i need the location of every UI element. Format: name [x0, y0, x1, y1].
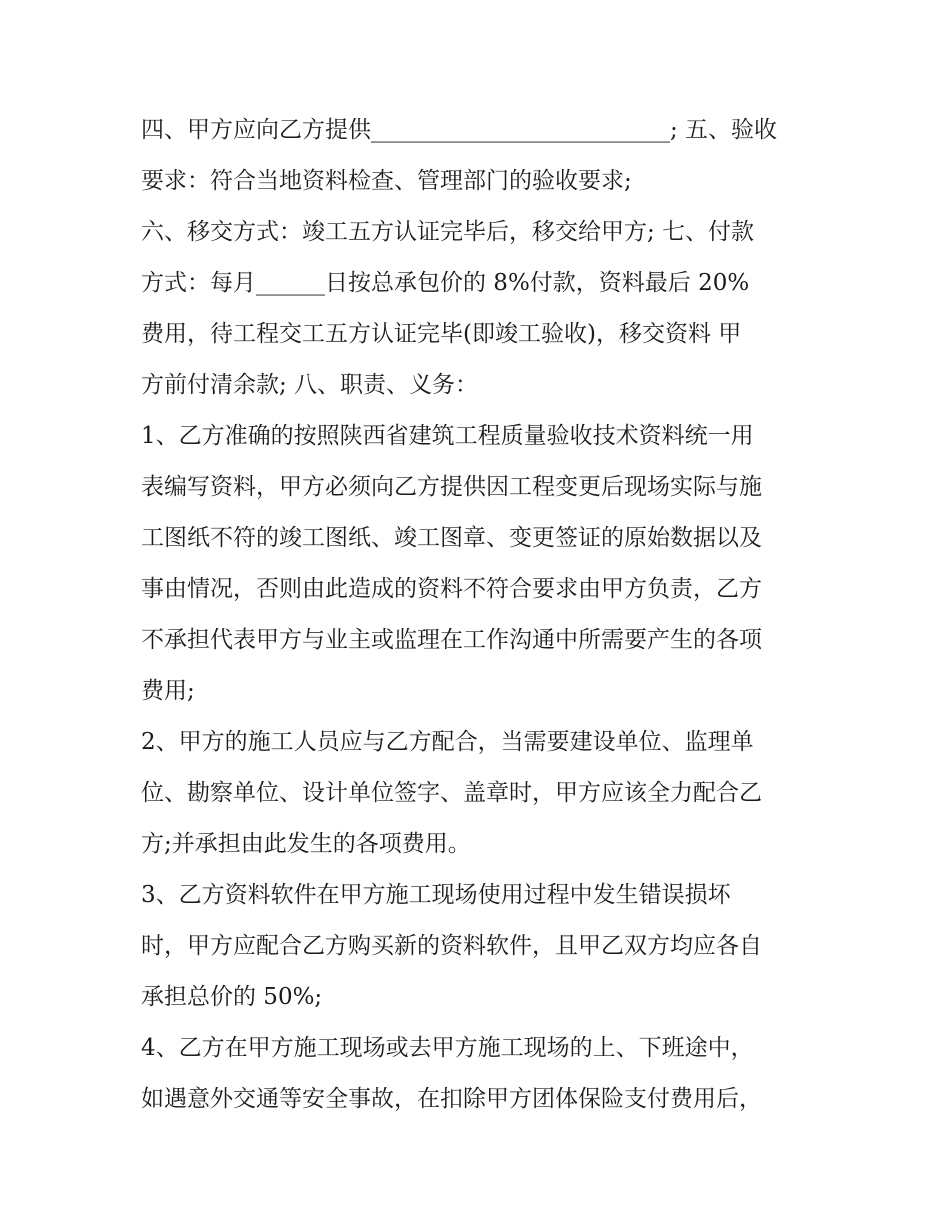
text-line: 方式：每月______日按总承包价的 8%付款，资料最后 20%	[141, 270, 750, 296]
text-line: 承担总价的 50%;	[141, 984, 323, 1010]
text-line: 方;并承担由此发生的各项费用。	[141, 831, 471, 857]
text-line: 要求：符合当地资料检查、管理部门的验收要求;	[141, 168, 632, 194]
text-line: 如遇意外交通等安全事故，在扣除甲方团体保险支付费用后，	[141, 1086, 762, 1112]
text-line: 1、乙方准确的按照陕西省建筑工程质量验收技术资料统一用	[141, 423, 754, 449]
text-line: 工图纸不符的竣工图纸、竣工图章、变更签证的原始数据以及	[141, 525, 762, 551]
text-line: 位、勘察单位、设计单位签字、盖章时，甲方应该全力配合乙	[141, 780, 762, 806]
text-line: 事由情况，否则由此造成的资料不符合要求由甲方负责，乙方	[141, 576, 762, 602]
text-line: 表编写资料，甲方必须向乙方提供因工程变更后现场实际与施	[141, 474, 762, 500]
text-line: 费用;	[141, 678, 195, 704]
text-line: 不承担代表甲方与业主或监理在工作沟通中所需要产生的各项	[141, 627, 762, 653]
text-line: 4、乙方在甲方施工现场或去甲方施工现场的上、下班途中，	[141, 1035, 754, 1061]
text-line: 时，甲方应配合乙方购买新的资料软件，且甲乙双方均应各自	[141, 933, 762, 959]
text-line: 3、乙方资料软件在甲方施工现场使用过程中发生错误损坏	[141, 882, 731, 908]
text-line: 四、甲方应向乙方提供__________________________; 五、验收	[141, 117, 778, 143]
text-line: 六、移交方式：竣工五方认证完毕后，移交给甲方; 七、付款	[141, 219, 755, 245]
text-line: 方前付清余款; 八、职责、义务：	[141, 372, 479, 398]
text-line: 2、甲方的施工人员应与乙方配合，当需要建设单位、监理单	[141, 729, 754, 755]
text-line: 费用，待工程交工五方认证完毕(即竣工验收)，移交资料 甲	[141, 321, 742, 347]
contract-text	[141, 105, 813, 1125]
